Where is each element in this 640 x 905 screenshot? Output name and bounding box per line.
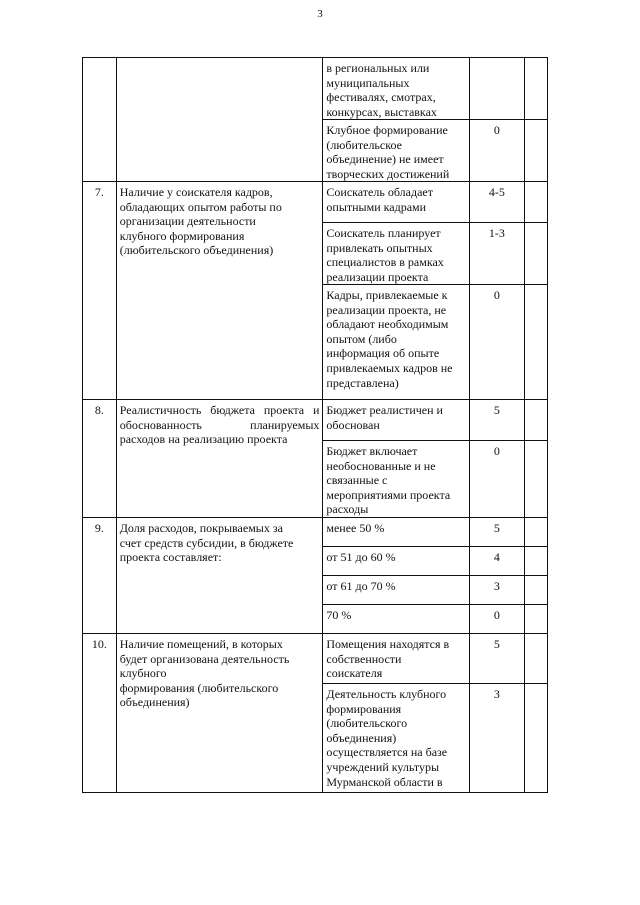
blank-cell [524, 605, 547, 634]
blank-cell [524, 576, 547, 605]
option-cell [323, 441, 470, 518]
blank-cell [524, 634, 547, 684]
table-row [83, 400, 548, 441]
score-cell: 3 [469, 684, 524, 793]
option-cell [323, 605, 470, 634]
option-cell [323, 547, 470, 576]
option-cell [323, 285, 470, 400]
option-text: Клубное формирование (любительское объединение) не имеет творческих достижений [326, 123, 450, 181]
blank-cell [524, 547, 547, 576]
option-text: Соискатель обладает опытными кадрами [326, 185, 433, 214]
score-cell: 1-3 [469, 223, 524, 285]
option-cell [323, 518, 470, 547]
table-row [83, 58, 548, 120]
criterion-name: Наличие у соискателя кадров, обладающих опытом работы по организации деятельности клубного формирования (любительского объединения) [116, 182, 323, 400]
option-text: 70 % [326, 608, 352, 622]
blank-cell [524, 120, 547, 182]
score-cell: 0 [469, 120, 524, 182]
option-cell [323, 634, 470, 684]
criterion-name [116, 58, 323, 182]
option-text: в региональных или муниципальных фестивалях, смотрах, конкурсах, выставках [326, 61, 437, 119]
option-text: Соискатель планирует привлекать опытных специалистов в рамках реализации проекта [326, 226, 444, 284]
score-cell: 5 [469, 634, 524, 684]
score-cell: 5 [469, 518, 524, 547]
blank-cell [524, 223, 547, 285]
table-row [83, 634, 548, 684]
option-cell [323, 684, 470, 793]
option-cell [323, 400, 470, 441]
option-cell [323, 182, 470, 223]
table-row [83, 182, 548, 223]
score-cell: 4-5 [469, 182, 524, 223]
score-cell [469, 58, 524, 120]
criterion-number: 8. [83, 400, 117, 518]
blank-cell [524, 518, 547, 547]
blank-cell [524, 400, 547, 441]
criterion-name: Наличие помещений, в которых будет организована деятельность клубного формирования (любительского объединения) [116, 634, 323, 793]
option-text: от 61 до 70 % [326, 579, 396, 593]
blank-cell [524, 58, 547, 120]
score-cell: 4 [469, 547, 524, 576]
option-cell [323, 58, 470, 120]
page-number: 3 [317, 8, 323, 20]
option-text: менее 50 % [326, 521, 385, 535]
blank-cell [524, 684, 547, 793]
blank-cell [524, 441, 547, 518]
option-text: Бюджет включает необоснованные и не связанные с мероприятиями проекта расходы [326, 444, 451, 517]
option-cell [323, 576, 470, 605]
option-text: Деятельность клубного формирования (любительского объединения) осуществляется на базе учреждений культуры Мурманской области в [326, 687, 448, 789]
criterion-number: 10. [83, 634, 117, 793]
criterion-name: Доля расходов, покрываемых за счет средств субсидии, в бюджете проекта составляет: [116, 518, 323, 634]
score-cell: 3 [469, 576, 524, 605]
criterion-number: 9. [83, 518, 117, 634]
score-cell: 0 [469, 285, 524, 400]
criterion-name: Реалистичность бюджета проекта и обоснованность планируемых расходов на реализацию проекта [116, 400, 323, 518]
option-text: Кадры, привлекаемые к реализации проекта, не обладают необходимым опытом (либо информация об опыте привлекаемых кадров не представлена) [326, 288, 453, 390]
blank-cell [524, 182, 547, 223]
score-cell: 0 [469, 605, 524, 634]
score-cell: 5 [469, 400, 524, 441]
option-cell [323, 120, 470, 182]
blank-cell [524, 285, 547, 400]
option-text: Бюджет реалистичен и обоснован [326, 403, 443, 432]
criterion-number [83, 58, 117, 182]
table-row [83, 518, 548, 547]
option-text: Помещения находятся в собственности соискателя [326, 637, 450, 681]
option-cell [323, 223, 470, 285]
criteria-table [82, 57, 548, 793]
option-text: от 51 до 60 % [326, 550, 396, 564]
score-cell: 0 [469, 441, 524, 518]
criterion-number: 7. [83, 182, 117, 400]
